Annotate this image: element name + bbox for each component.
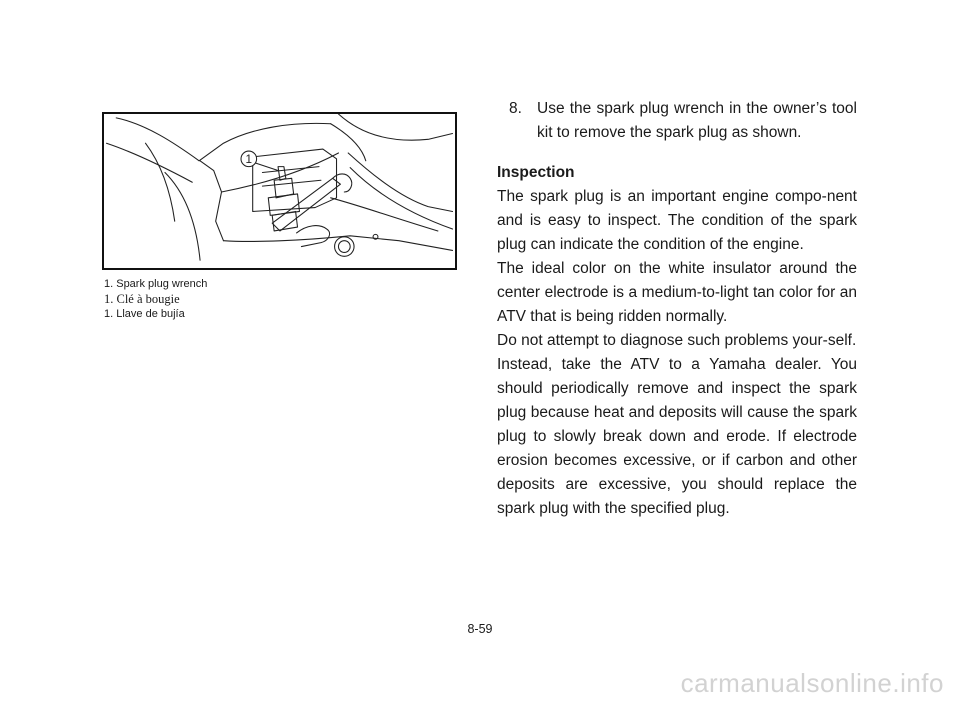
step-text: Use the spark plug wrench in the owner’s tool kit to remove the spark plug as shown.	[537, 100, 857, 141]
watermark: carmanualsonline.info	[680, 668, 944, 698]
atv-body-drawing	[106, 114, 452, 260]
paragraph: The spark plug is an important engine compo-nent and is easy to inspect. The condition of the spark plug can indicate the condition of the engine.	[497, 188, 857, 253]
section-heading: Inspection	[497, 164, 575, 181]
paragraph: Do not attempt to diagnose such problems your-self.	[497, 332, 857, 349]
spark-plug-illustration	[102, 112, 457, 270]
instruction-column	[497, 97, 857, 521]
paragraph: The ideal color on the white insulator around the center electrode is a medium-to-light tan color for an ATV that is being ridden normally.	[497, 260, 857, 325]
callout-label: 1	[245, 153, 253, 167]
caption-english: 1. Spark plug wrench	[104, 278, 208, 290]
caption-french: 1. Clé à bougie	[104, 292, 180, 306]
page-number: 8-59	[467, 622, 493, 636]
paragraph: Instead, take the ATV to a Yamaha dealer. You should periodically remove and inspect the spark plug because heat and deposits will cause the spark plug to slowly break down and erode. If electrode erosion becomes excessive, or if carbon and other deposits are excessive, you should replace the spark plug with the specified plug.	[497, 356, 857, 517]
step-number: 8.	[509, 100, 522, 117]
figure-captions	[104, 277, 454, 322]
caption-spanish: 1. Llave de bujía	[104, 308, 185, 320]
step-8	[497, 97, 857, 145]
